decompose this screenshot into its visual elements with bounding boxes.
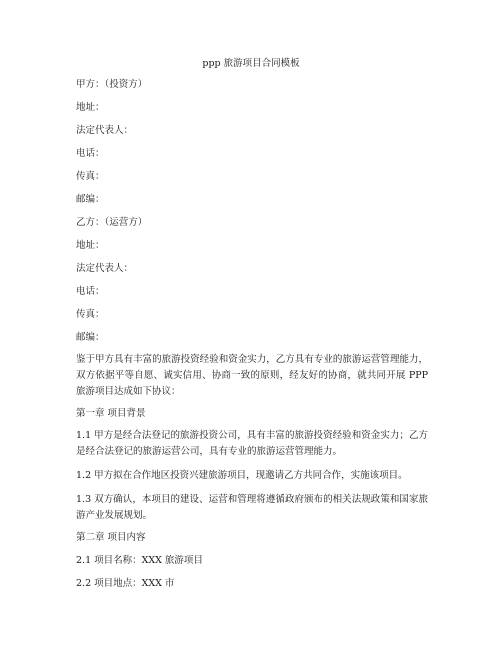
chapter-1-heading: 第一章 项目背景 <box>76 408 146 419</box>
clause-2-1: 2.1 项目名称：XXX 旅游项目 <box>76 555 203 566</box>
preamble-paragraph: 鉴于甲方具有丰富的旅游投资经验和资金实力，乙方具有专业的旅游运营管理能力，双方依据平等自愿、诚实信用、协商一致的原则，经友好的协商，就共同开展 PPP 旅游项目达成如下协议： <box>76 354 428 397</box>
document-body <box>76 79 428 590</box>
clause-2-2: 2.2 项目地点：XXX 市 <box>76 578 175 589</box>
clause-1-2: 1.2 甲方拟在合作地区投资兴建旅游项目，现邀请乙方共同合作，实施该项目。 <box>76 470 408 481</box>
party-a-address: 地址： <box>76 102 105 113</box>
party-b-address: 地址： <box>76 240 105 251</box>
party-a-fax: 传真： <box>76 171 105 182</box>
party-b-fax: 传真： <box>76 309 105 320</box>
chapter-2-heading: 第二章 项目内容 <box>76 532 146 543</box>
party-b-postcode: 邮编： <box>76 332 105 343</box>
party-a-legal-rep: 法定代表人： <box>76 125 134 136</box>
clause-1-1: 1.1 甲方是经合法登记的旅游投资公司，具有丰富的旅游投资经验和资金实力；乙方是经合法登记的旅游运营公司，具有专业的旅游运营管理能力。 <box>76 430 428 457</box>
document-title: ppp 旅游项目合同模板 <box>202 58 300 69</box>
party-a-heading: 甲方：（投资方） <box>76 79 148 90</box>
party-a-postcode: 邮编： <box>76 194 105 205</box>
party-b-heading: 乙方：（运营方） <box>76 217 148 228</box>
party-a-phone: 电话： <box>76 148 105 159</box>
party-b-legal-rep: 法定代表人： <box>76 263 134 274</box>
party-b-phone: 电话： <box>76 286 105 297</box>
clause-1-3: 1.3 双方确认，本项目的建设、运营和管理将遵循政府颁布的相关法规政策和国家旅游产业发展规划。 <box>76 494 428 521</box>
